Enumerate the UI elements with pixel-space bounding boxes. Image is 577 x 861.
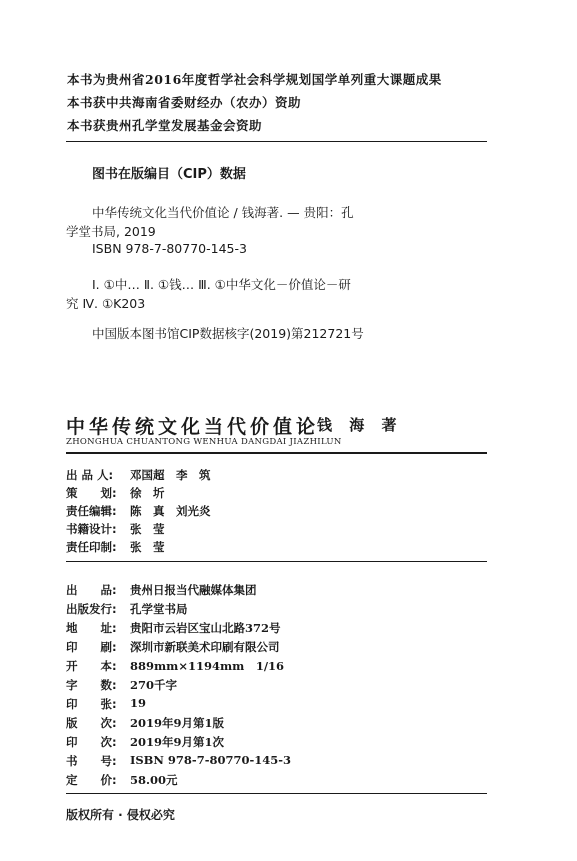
book-author: 钱 海 著: [317, 416, 403, 434]
pub-value: 2019年9月第1次: [130, 735, 225, 749]
pub-value: ISBN 978-7-80770-145-3: [130, 753, 292, 767]
credit-value: 张 莹: [130, 522, 165, 536]
pub-label: 出 品:: [66, 583, 117, 597]
pub-value: 270千字: [130, 678, 178, 692]
pub-row: [66, 696, 146, 712]
pub-label: 印 张:: [66, 697, 117, 711]
book-title: 中华传统文化当代价值论: [66, 416, 320, 438]
credit-value: 徐 圻: [130, 486, 165, 500]
credit-label: 书籍设计:: [66, 522, 117, 536]
pub-label: 印 次:: [66, 735, 117, 749]
divider-top: [66, 141, 487, 142]
pub-value: 深圳市新联美术印刷有限公司: [130, 640, 280, 654]
copyright-notice: 版权所有 · 侵权必究: [66, 808, 175, 822]
pub-row: [66, 639, 280, 655]
funding-line-3: 本书获贵州孔学堂发展基金会资助: [67, 118, 263, 133]
book-title-pinyin: ZHONGHUA CHUANTONG WENHUA DANGDAI JIAZHILUN: [66, 437, 342, 447]
cip-line-1: 中华传统文化当代价值论 / 钱海著. — 贵阳：孔: [92, 205, 354, 220]
pub-value: 孔学堂书局: [130, 602, 188, 616]
cip-heading: 图书在版编目（CIP）数据: [92, 167, 246, 182]
pub-label: 版 次:: [66, 716, 117, 730]
credit-label: 出 品 人:: [66, 468, 114, 482]
cip-line-4: Ⅰ. ①中… Ⅱ. ①钱… Ⅲ. ①中华文化－价值论－研: [92, 277, 351, 292]
credit-value: 陈 真 刘光炎: [130, 504, 211, 518]
pub-value: 贵阳市云岩区宝山北路372号: [130, 621, 281, 635]
pub-label: 地 址:: [66, 621, 117, 635]
pub-value: 58.00元: [130, 773, 178, 787]
credit-value: 邓国超 李 筑: [130, 468, 211, 482]
pub-row: [66, 620, 281, 636]
pub-label: 字 数:: [66, 678, 117, 692]
pub-label: 印 刷:: [66, 640, 117, 654]
credit-label: 策 划:: [66, 486, 117, 500]
divider-bottom: [66, 793, 487, 794]
divider-credits: [66, 561, 487, 562]
pub-label: 出版发行:: [66, 602, 117, 616]
credit-row: [66, 521, 165, 537]
pub-label: 开 本:: [66, 659, 117, 673]
pub-row: [66, 601, 188, 617]
cip-line-5: 究 Ⅳ. ①K203: [66, 296, 146, 311]
pub-row: [66, 715, 224, 731]
divider-title: [66, 452, 487, 454]
pub-label: 书 号:: [66, 754, 117, 768]
credit-label: 责任编辑:: [66, 504, 117, 518]
pub-row: [66, 772, 178, 788]
pub-row: [66, 582, 257, 598]
pub-value: 19: [130, 696, 147, 710]
credit-row: [66, 485, 165, 501]
pub-label: 定 价:: [66, 773, 117, 787]
credit-row: [66, 467, 211, 483]
cip-line-6: 中国版本图书馆CIP数据核字(2019)第212721号: [92, 326, 364, 341]
pub-value: 贵州日报当代融媒体集团: [130, 583, 257, 597]
pub-value: 2019年9月第1版: [130, 716, 225, 730]
credit-value: 张 莹: [130, 540, 165, 554]
cip-line-2: 学堂书局, 2019: [66, 224, 156, 239]
funding-line-1: 本书为贵州省2016年度哲学社会科学规划国学单列重大课题成果: [67, 72, 442, 87]
credit-row: [66, 539, 165, 555]
cip-line-3: ISBN 978-7-80770-145-3: [92, 241, 247, 256]
funding-line-2: 本书获中共海南省委财经办（农办）资助: [67, 95, 302, 110]
pub-row: [66, 753, 291, 769]
pub-row: [66, 677, 177, 693]
pub-value: 889mm×1194mm 1/16: [130, 659, 285, 673]
credit-row: [66, 503, 211, 519]
pub-row: [66, 658, 284, 674]
pub-row: [66, 734, 224, 750]
credit-label: 责任印制:: [66, 540, 117, 554]
